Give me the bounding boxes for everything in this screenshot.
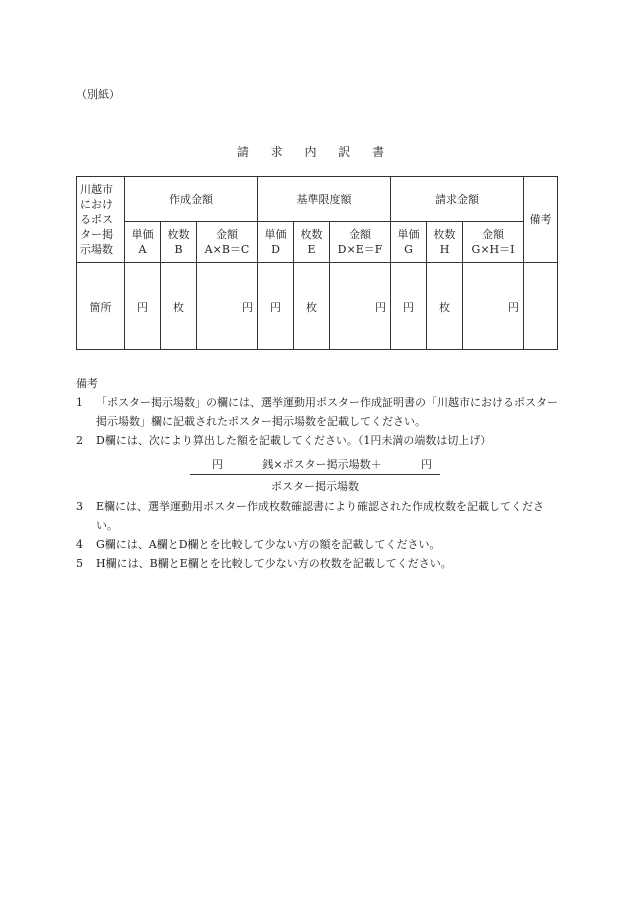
poster-sites-header: 川越市 におけ るポス ター掲 示場数 xyxy=(77,177,125,263)
unit-label: 円 xyxy=(375,300,387,314)
amount-i-cell[interactable] xyxy=(463,263,524,350)
count-h-cell[interactable] xyxy=(427,263,463,350)
unit-label: 円 xyxy=(508,300,520,314)
unit-label: 円 xyxy=(270,300,281,314)
amount-f-cell[interactable] xyxy=(330,263,391,350)
remarks-cell[interactable] xyxy=(524,263,558,350)
unit-price-a-cell[interactable] xyxy=(125,263,161,350)
standard-limit-header: 基準限度額 xyxy=(258,177,391,222)
unit-price-d-header: 単価 D xyxy=(258,222,294,263)
count-b-header: 枚数 B xyxy=(161,222,197,263)
note-number: 4 xyxy=(76,538,83,551)
note-text: 「ポスター掲示場数」の欄には、選挙運動用ポスター作成証明書の「川越市におけるポスター掲示場数」欄に記載されたポスター掲示場数を記載してください。 xyxy=(96,396,558,428)
note-text: H欄には、B欄とE欄とを比較して少ない方の枚数を記載してください。 xyxy=(96,557,452,570)
amount-f-header: 金額 D×E＝F xyxy=(330,222,391,263)
note-number: 5 xyxy=(76,557,83,570)
claim-amount-header: 請求金額 xyxy=(391,177,524,222)
document-title: 請 求 内 訳 書 xyxy=(236,145,394,159)
unit-label: 円 xyxy=(137,300,148,314)
unit-label: 枚 xyxy=(439,300,451,314)
note-number: 2 xyxy=(76,434,83,447)
count-e-header: 枚数 E xyxy=(294,222,330,263)
note-item xyxy=(76,431,566,450)
formula-numerator: 円 銭×ポスター掲示場数＋ 円 xyxy=(190,456,440,475)
note-text: D欄には、次により算出した額を記載してください。（1円未満の端数は切上げ） xyxy=(96,434,492,447)
unit-label: 箇所 xyxy=(89,300,112,314)
unit-price-g-cell[interactable] xyxy=(391,263,427,350)
amount-c-header: 金額 A×B＝C xyxy=(197,222,258,263)
calculation-formula xyxy=(190,456,440,494)
unit-label: 枚 xyxy=(306,300,317,314)
note-text: E欄には、選挙運動用ポスター作成枚数確認書により確認された作成枚数を記載してください。 xyxy=(96,500,545,532)
creation-amount-header: 作成金額 xyxy=(125,177,258,222)
annex-label: （別紙） xyxy=(76,88,120,101)
notes-section-continued xyxy=(76,497,566,573)
note-item xyxy=(76,535,566,554)
note-item xyxy=(76,393,566,431)
unit-label: 円 xyxy=(242,300,253,314)
count-b-cell[interactable] xyxy=(161,263,197,350)
note-item xyxy=(76,497,566,535)
formula-denominator: ポスター掲示場数 xyxy=(271,480,359,493)
unit-label: 枚 xyxy=(173,300,184,314)
note-number: 3 xyxy=(76,500,83,513)
note-number: 1 xyxy=(76,396,83,409)
amount-c-cell[interactable] xyxy=(197,263,258,350)
note-item xyxy=(76,554,566,573)
amount-i-header: 金額 G×H＝I xyxy=(463,222,524,263)
unit-label: 円 xyxy=(403,300,415,314)
notes-section xyxy=(76,374,566,450)
remarks-header: 備考 xyxy=(524,177,558,263)
count-h-header: 枚数 H xyxy=(427,222,463,263)
notes-heading: 備考 xyxy=(76,377,98,390)
unit-price-a-header: 単価 A xyxy=(125,222,161,263)
note-text: G欄には、A欄とD欄とを比較して少ない方の額を記載してください。 xyxy=(96,538,441,551)
count-e-cell[interactable] xyxy=(294,263,330,350)
unit-price-d-cell[interactable] xyxy=(258,263,294,350)
claim-breakdown-table xyxy=(76,176,558,350)
sites-entry-cell[interactable] xyxy=(77,263,125,350)
unit-price-g-header: 単価 G xyxy=(391,222,427,263)
